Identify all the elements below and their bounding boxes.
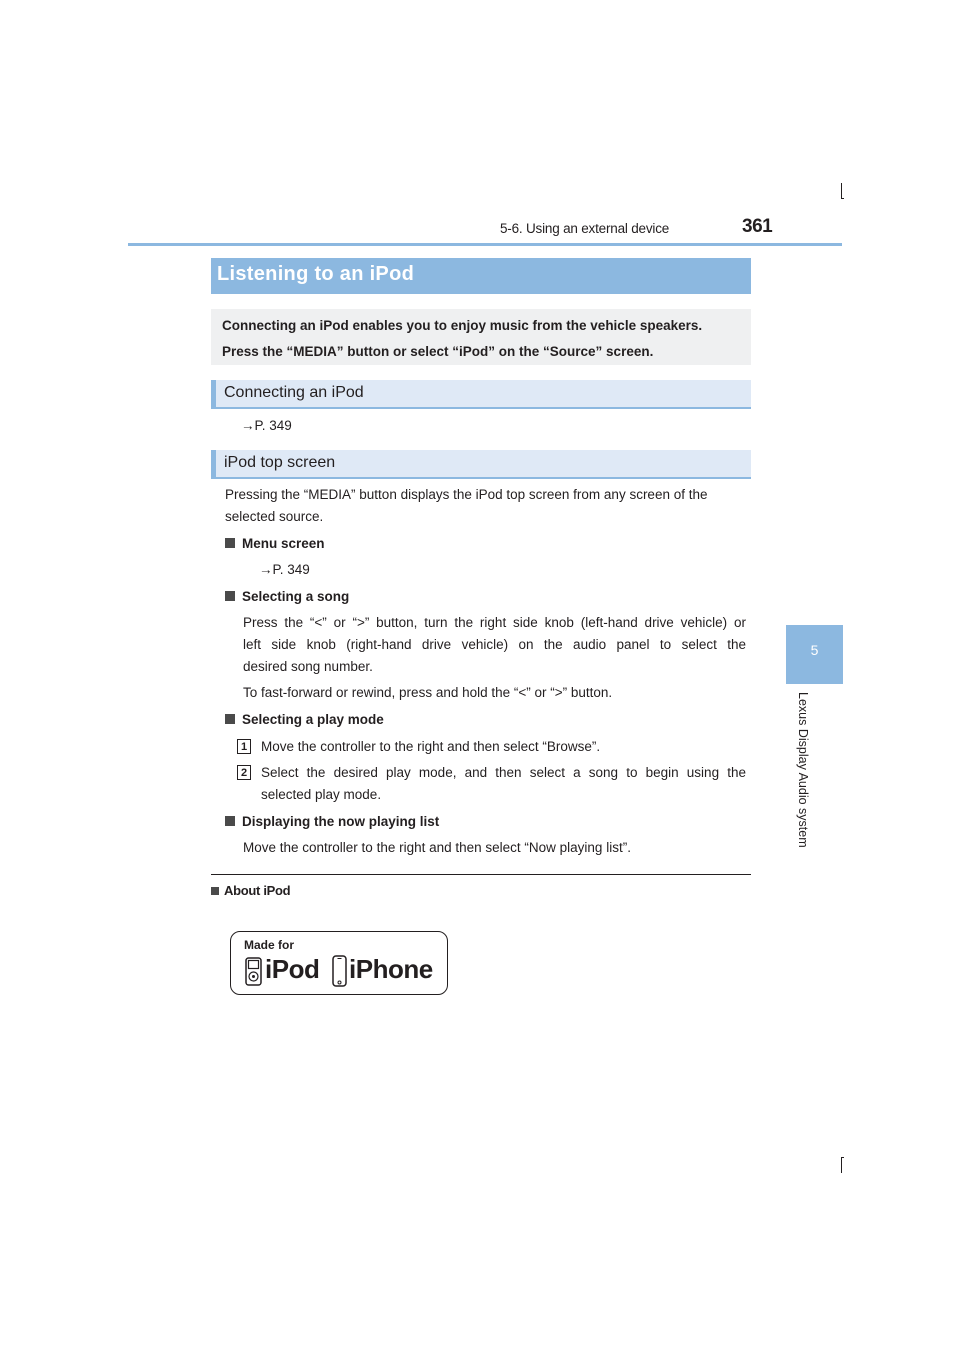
- iphone-icon: [332, 955, 347, 987]
- intro-box: [211, 309, 751, 365]
- bullet-square-icon: [225, 714, 235, 724]
- intro-line-1: Connecting an iPod enables you to enjoy music from the vehicle speakers.: [222, 318, 703, 333]
- section-divider: [211, 874, 751, 875]
- chapter-title: Lexus Display Audio system: [796, 692, 810, 848]
- step-2-line-1: Select the desired play mode, and then select a song to begin using the: [261, 765, 746, 780]
- top-screen-intro-line-1: Pressing the “MEDIA” button displays the iPod top screen from any screen of the: [225, 487, 708, 502]
- selecting-song-heading: Selecting a song: [225, 586, 349, 608]
- step-2-line-2: selected play mode.: [261, 787, 382, 802]
- running-header-section: 5-6. Using an external device: [500, 221, 670, 236]
- selecting-song-body: [243, 612, 746, 678]
- play-mode-heading: Selecting a play mode: [225, 709, 384, 731]
- badge-ipod-text: iPod: [265, 954, 320, 984]
- header-rule: [128, 243, 842, 246]
- selecting-song-line-1: Press the “<” or “>” button, turn the right side knob (left-hand drive vehicle) or: [243, 615, 746, 630]
- page-number: 361: [742, 216, 773, 237]
- bullet-square-icon: [225, 816, 235, 826]
- page-title: Listening to an iPod: [211, 258, 751, 294]
- menu-screen-page-ref: →P. 349: [259, 562, 310, 577]
- step-1-text: Move the controller to the right and then select “Browse”.: [261, 739, 601, 754]
- ipod-icon: [245, 957, 262, 986]
- step-number-1: 1: [237, 739, 251, 754]
- top-screen-intro: [225, 484, 751, 528]
- badge-iphone-text: iPhone: [349, 954, 433, 984]
- intro-line-2: Press the “MEDIA” button or select “iPod” on the “Source” screen.: [222, 344, 654, 359]
- badge-made-for-text: Made for: [244, 938, 295, 952]
- crop-mark-bottom: [841, 1157, 842, 1173]
- now-playing-text: Move the controller to the right and then select “Now playing list”.: [243, 840, 631, 855]
- step-number-2: 2: [237, 765, 251, 780]
- section-heading-top-screen: iPod top screen: [211, 450, 751, 479]
- fast-forward-note: To fast-forward or rewind, press and hold the “<” or “>” button.: [243, 685, 613, 700]
- menu-screen-heading: Menu screen: [225, 533, 325, 555]
- section-heading-connecting: Connecting an iPod: [211, 380, 751, 409]
- selecting-song-line-3: desired song number.: [243, 659, 373, 674]
- selecting-song-line-2: left side knob (right-hand drive vehicle) on the audio panel to select the: [243, 637, 746, 652]
- crop-mark-top: [841, 183, 842, 199]
- about-ipod-heading: About iPod: [211, 883, 290, 898]
- top-screen-intro-line-2: selected source.: [225, 509, 324, 524]
- chapter-tab: 5: [786, 625, 843, 684]
- bullet-square-icon: [225, 538, 235, 548]
- now-playing-heading: Displaying the now playing list: [225, 811, 439, 833]
- step-2-text: [261, 762, 746, 806]
- bullet-square-icon: [211, 887, 219, 895]
- made-for-ipod-iphone-badge: [230, 931, 448, 995]
- connecting-page-ref: →P. 349: [241, 418, 292, 433]
- bullet-square-icon: [225, 591, 235, 601]
